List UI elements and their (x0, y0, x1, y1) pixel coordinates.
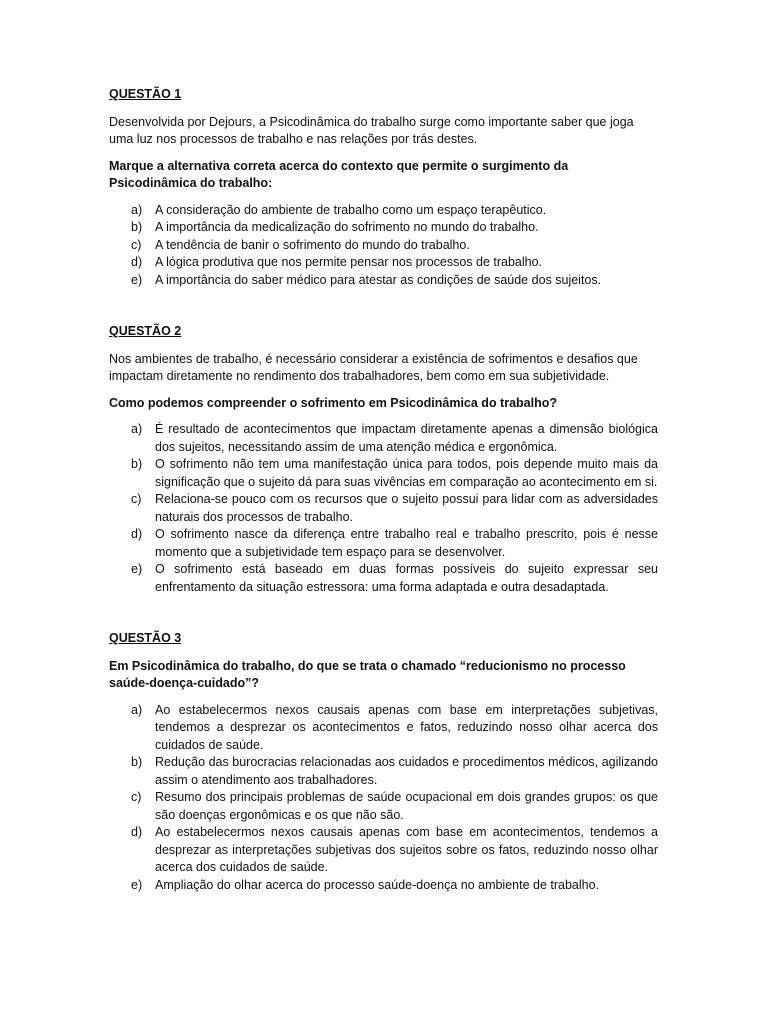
option-letter: b) (131, 457, 143, 471)
option-a (109, 702, 658, 755)
option-letter: a) (131, 702, 143, 717)
option-letter: a) (131, 202, 143, 217)
option-letter: e) (131, 877, 143, 892)
option-letter: d) (131, 527, 143, 541)
question-title: QUESTÃO 2 (109, 324, 182, 338)
option-text: A tendência de banir o sofrimento do mundo do trabalho. (155, 237, 470, 252)
option-e (109, 877, 658, 895)
option-b (109, 219, 658, 237)
question-1 (109, 86, 658, 289)
option-text: Redução das burocracias relacionadas aos cuidados e procedimentos médicos, agilizando assim o atendimento aos trabalhadores. (155, 755, 658, 787)
option-text: Ao estabelecermos nexos causais apenas com base em interpretações subjetivas, tendemos a desprezar os acontecimentos e fatos, reduzindo nosso olhar acerca dos cuidados de saúde. (155, 702, 658, 752)
option-text: É resultado de acontecimentos que impactam diretamente apenas a dimensão biológica dos sujeitos, necessitando assim de uma atenção médica e ergonômica. (155, 422, 658, 454)
option-text: O sofrimento não tem uma manifestação única para todos, pois depende muito mais da significação que o sujeito dá para suas vivências em comparação ao acontecimento em si. (155, 457, 658, 489)
question-prompt: Em Psicodinâmica do trabalho, do que se trata o chamado “reducionismo no processo saúde-doença-cuidado”? (109, 658, 626, 690)
question-context: Nos ambientes de trabalho, é necessário considerar a existência de sofrimentos e desafios que impactam diretamente no rendimento dos trabalhadores, bem como em sua subjetividade. (109, 351, 638, 383)
option-c (109, 789, 658, 824)
option-b (109, 754, 658, 789)
option-letter: b) (131, 220, 143, 234)
option-letter: e) (131, 272, 143, 287)
option-text: Ao estabelecermos nexos causais apenas com base em acontecimentos, tendemos a desprezar as interpretações subjetivas dos sujeitos sobre os fatos, reduzindo nosso olhar acerca dos cuidados de saúde. (155, 825, 658, 874)
option-letter: c) (131, 237, 142, 252)
options-list (109, 202, 658, 290)
question-title: QUESTÃO 1 (109, 87, 182, 101)
option-a (109, 202, 658, 220)
option-letter: b) (131, 755, 143, 769)
option-letter: c) (131, 790, 142, 804)
option-letter: d) (131, 255, 143, 269)
option-a (109, 421, 658, 456)
question-prompt: Marque a alternativa correta acerca do contexto que permite o surgimento da Psicodinâmica do trabalho: (109, 158, 569, 190)
option-text: A importância do saber médico para atestar as condições de saúde dos sujeitos. (155, 272, 602, 287)
options-list (109, 702, 658, 895)
option-letter: c) (131, 492, 142, 506)
option-e (109, 561, 658, 596)
option-d (109, 824, 658, 877)
option-letter: e) (131, 562, 143, 576)
option-b (109, 456, 658, 491)
option-text: O sofrimento nasce da diferença entre trabalho real e trabalho prescrito, pois é nesse momento que a subjetividade tem espaço para se desenvolver. (155, 527, 658, 559)
option-text: A importância da medicalização do sofrimento no mundo do trabalho. (155, 220, 539, 234)
option-letter: a) (131, 422, 143, 436)
question-title: QUESTÃO 3 (109, 631, 182, 645)
option-text: A lógica produtiva que nos permite pensar nos processos de trabalho. (155, 255, 543, 269)
option-d (109, 526, 658, 561)
option-c (109, 491, 658, 526)
option-text: Ampliação do olhar acerca do processo saúde-doença no ambiente de trabalho. (155, 877, 600, 892)
options-list (109, 421, 658, 596)
option-d (109, 254, 658, 272)
option-text: Relaciona-se pouco com os recursos que o sujeito possui para lidar com as adversidades naturais dos processos de trabalho. (155, 492, 658, 524)
option-letter: d) (131, 825, 143, 839)
option-text: A consideração do ambiente de trabalho como um espaço terapêutico. (155, 202, 547, 217)
question-2 (109, 323, 658, 596)
option-e (109, 272, 658, 290)
option-c (109, 237, 658, 255)
question-context: Desenvolvida por Dejours, a Psicodinâmica do trabalho surge como importante saber que joga uma luz nos processos de trabalho e nas relações por trás destes. (109, 114, 634, 146)
option-text: O sofrimento está baseado em duas formas possíveis do sujeito expressar seu enfrentamento da situação estressora: uma forma adaptada e outra desadaptada. (155, 562, 658, 594)
question-prompt: Como podemos compreender o sofrimento em Psicodinâmica do trabalho? (109, 395, 557, 410)
option-text: Resumo dos principais problemas de saúde ocupacional em dois grandes grupos: os que são doenças ergonômicas e os que não são. (155, 790, 658, 822)
question-3 (109, 630, 658, 894)
